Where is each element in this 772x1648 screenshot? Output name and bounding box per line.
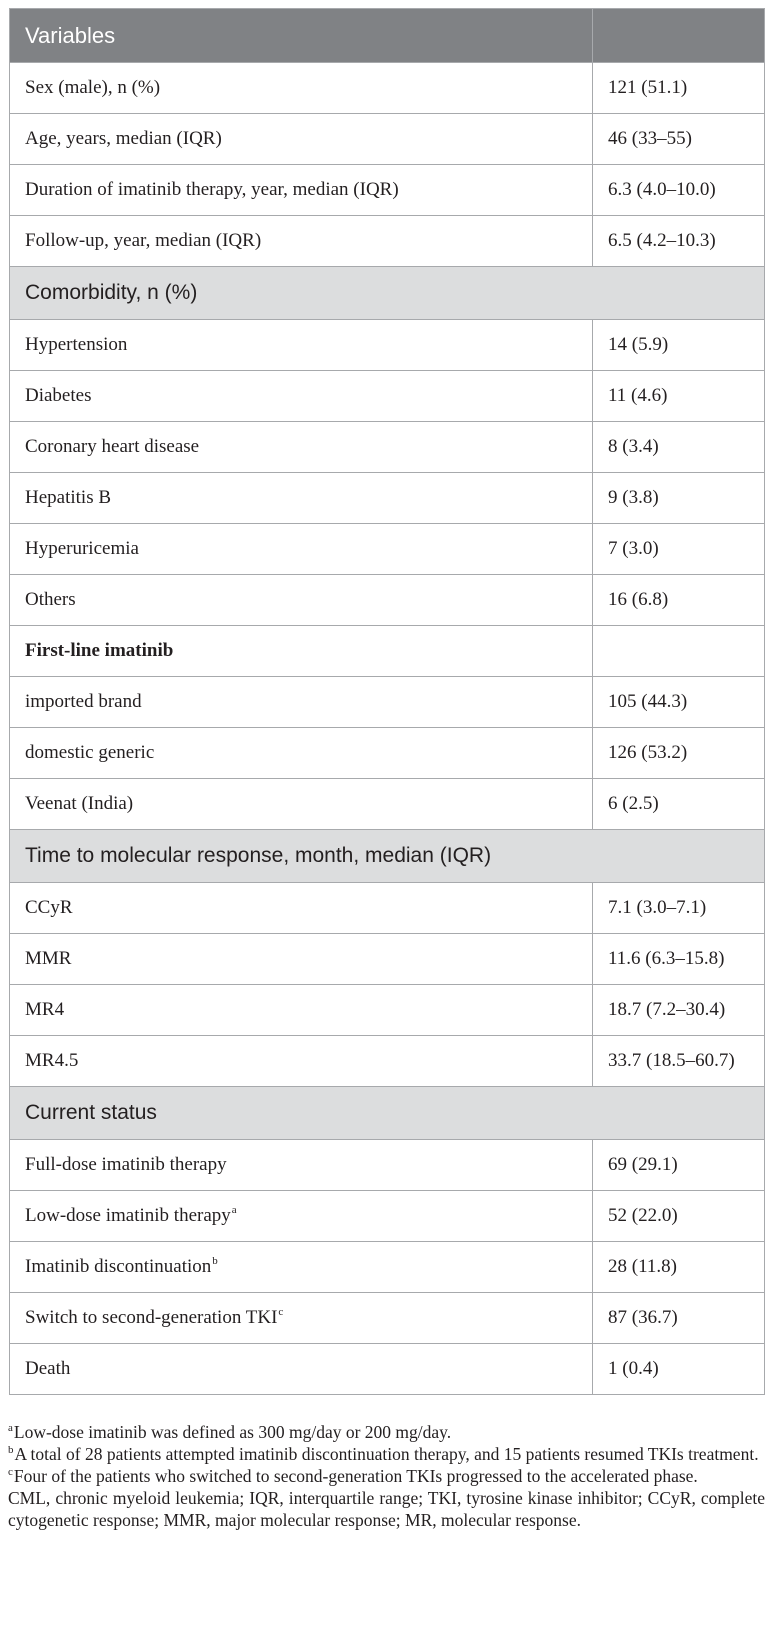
row-value: 16 (6.8) [593, 575, 765, 626]
row-label-cell [10, 779, 593, 830]
row-label-cell [10, 114, 593, 165]
table-row [10, 1344, 765, 1395]
row-value: 126 (53.2) [593, 728, 765, 779]
row-value: 105 (44.3) [593, 677, 765, 728]
row-label: MMR [25, 948, 72, 969]
row-label-cell [10, 934, 593, 985]
row-label-cell [10, 1293, 593, 1344]
table-row [10, 63, 765, 114]
row-label: Low-dose imatinib therapy [25, 1205, 231, 1226]
table-row [10, 677, 765, 728]
row-label-cell [10, 524, 593, 575]
row-label: Diabetes [25, 385, 92, 406]
row-label-cell [10, 1344, 593, 1395]
table-row [10, 1191, 765, 1242]
row-label-cell [10, 575, 593, 626]
footnote-text: Low-dose imatinib was defined as 300 mg/day or 200 mg/day. [13, 1422, 452, 1442]
footnote [8, 1421, 765, 1443]
row-label: Full-dose imatinib therapy [25, 1154, 227, 1175]
row-label-cell [10, 371, 593, 422]
row-label: Others [25, 589, 76, 610]
table-row [10, 1140, 765, 1191]
table-row [10, 779, 765, 830]
baseline-characteristics-table-wrapper [9, 8, 764, 1395]
row-label: Hyperuricemia [25, 538, 139, 559]
table-footnotes [8, 1421, 765, 1531]
header-variables: Variables [10, 9, 593, 63]
row-label-cell [10, 626, 593, 677]
row-label: MR4.5 [25, 1050, 79, 1071]
row-value: 7 (3.0) [593, 524, 765, 575]
row-label: First-line imatinib [25, 640, 174, 661]
footnote-mark: c [8, 1466, 13, 1478]
row-label: Coronary heart disease [25, 436, 200, 457]
footnote-mark: b [8, 1444, 14, 1456]
table-row [10, 473, 765, 524]
row-value: 46 (33–55) [593, 114, 765, 165]
row-label: Hepatitis B [25, 487, 112, 508]
row-label-cell [10, 883, 593, 934]
row-label: MR4 [25, 999, 65, 1020]
row-label-cell [10, 1191, 593, 1242]
table-row [10, 985, 765, 1036]
baseline-characteristics-table [9, 8, 765, 1395]
row-label: domestic generic [25, 742, 155, 763]
row-label-cell [10, 677, 593, 728]
footnote [8, 1487, 765, 1531]
row-label: CCyR [25, 897, 73, 918]
table-row [10, 422, 765, 473]
table-row [10, 165, 765, 216]
row-value: 7.1 (3.0–7.1) [593, 883, 765, 934]
row-value: 52 (22.0) [593, 1191, 765, 1242]
row-label-cell [10, 1036, 593, 1087]
subheading-row [10, 626, 765, 677]
table-row [10, 371, 765, 422]
row-label-cell [10, 216, 593, 267]
row-value [593, 626, 765, 677]
table-row [10, 320, 765, 371]
table-row [10, 1293, 765, 1344]
row-value: 6.5 (4.2–10.3) [593, 216, 765, 267]
row-label-cell [10, 1242, 593, 1293]
row-value: 11 (4.6) [593, 371, 765, 422]
row-label: Death [25, 1358, 71, 1379]
row-value: 11.6 (6.3–15.8) [593, 934, 765, 985]
section-header-row [10, 830, 765, 883]
row-value: 121 (51.1) [593, 63, 765, 114]
row-label-cell [10, 473, 593, 524]
table-header-row [10, 9, 765, 63]
footnote-text: A total of 28 patients attempted imatinib discontinuation therapy, and 15 patients resumed TKIs treatment. [14, 1444, 759, 1464]
row-label-cell [10, 165, 593, 216]
table-row [10, 934, 765, 985]
row-label: Age, years, median (IQR) [25, 128, 222, 149]
footnote-text: CML, chronic myeloid leukemia; IQR, interquartile range; TKI, tyrosine kinase inhibitor; CCyR, complete cytogenetic response; MMR, major molecular response; MR, molecular response. [8, 1488, 765, 1530]
row-value: 14 (5.9) [593, 320, 765, 371]
row-value: 87 (36.7) [593, 1293, 765, 1344]
row-value: 6 (2.5) [593, 779, 765, 830]
row-label-cell [10, 985, 593, 1036]
row-value: 33.7 (18.5–60.7) [593, 1036, 765, 1087]
row-label: Imatinib discontinuation [25, 1256, 212, 1277]
row-value: 9 (3.8) [593, 473, 765, 524]
row-value: 18.7 (7.2–30.4) [593, 985, 765, 1036]
row-label: Hypertension [25, 334, 128, 355]
section-header-label: Current status [10, 1087, 765, 1140]
section-header-row [10, 1087, 765, 1140]
footnote-marker: a [231, 1204, 237, 1216]
section-header-label: Comorbidity, n (%) [10, 267, 765, 320]
table-body [10, 63, 765, 1395]
footnote-marker: c [278, 1306, 284, 1318]
row-label-cell [10, 728, 593, 779]
row-label-cell [10, 63, 593, 114]
row-label: Switch to second-generation TKI [25, 1307, 278, 1328]
table-row [10, 728, 765, 779]
row-label: Sex (male), n (%) [25, 77, 161, 98]
row-value: 1 (0.4) [593, 1344, 765, 1395]
section-header-row [10, 267, 765, 320]
row-label-cell [10, 1140, 593, 1191]
row-label-cell [10, 422, 593, 473]
table-row [10, 216, 765, 267]
header-value [593, 9, 765, 63]
footnote [8, 1465, 765, 1487]
row-value: 8 (3.4) [593, 422, 765, 473]
footnote-mark: a [8, 1422, 13, 1434]
table-row [10, 883, 765, 934]
row-label-cell [10, 320, 593, 371]
table-row [10, 114, 765, 165]
footnote [8, 1443, 765, 1465]
row-value: 6.3 (4.0–10.0) [593, 165, 765, 216]
table-row [10, 1242, 765, 1293]
section-header-label: Time to molecular response, month, median (IQR) [10, 830, 765, 883]
row-value: 69 (29.1) [593, 1140, 765, 1191]
footnote-text: Four of the patients who switched to second-generation TKIs progressed to the accelerated phase. [13, 1466, 698, 1486]
table-row [10, 575, 765, 626]
row-label: Duration of imatinib therapy, year, median (IQR) [25, 179, 399, 200]
table-row [10, 524, 765, 575]
footnote-marker: b [212, 1255, 218, 1267]
row-label: Follow-up, year, median (IQR) [25, 230, 262, 251]
row-label: imported brand [25, 691, 142, 712]
row-value: 28 (11.8) [593, 1242, 765, 1293]
table-row [10, 1036, 765, 1087]
row-label: Veenat (India) [25, 793, 134, 814]
